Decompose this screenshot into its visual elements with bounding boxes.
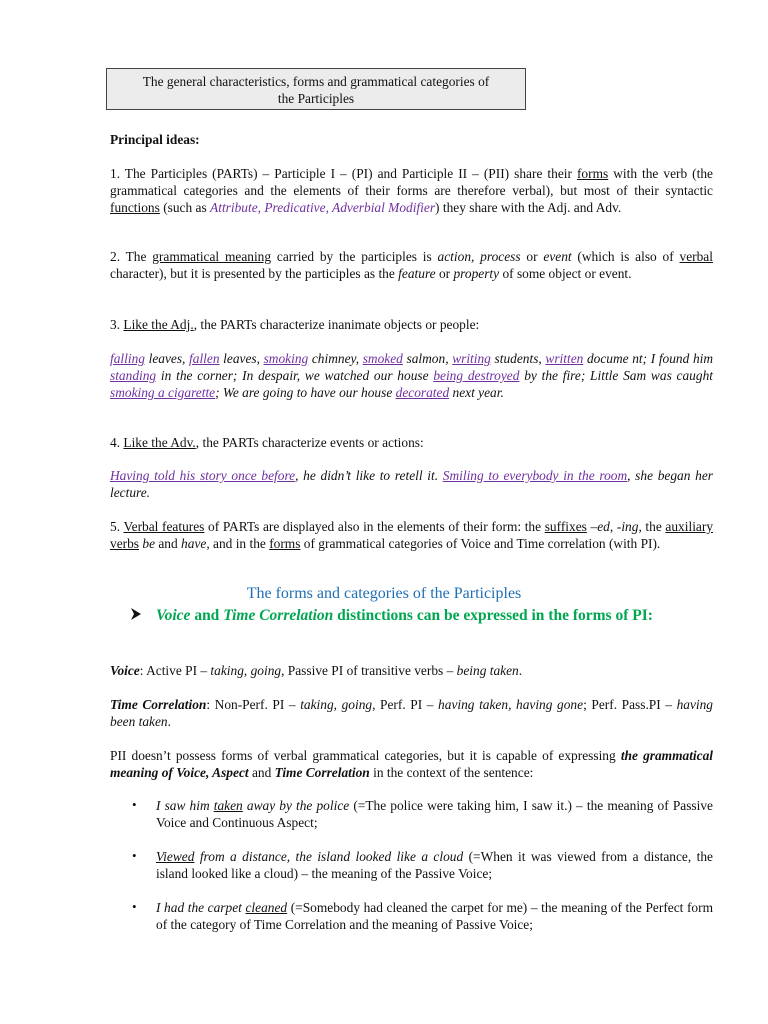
bullet-item-2 bbox=[156, 848, 713, 882]
p5-be: be bbox=[142, 536, 156, 551]
title-line-2: the Participles bbox=[277, 91, 355, 106]
voice-line bbox=[110, 662, 713, 679]
p1-text-b: with the verb (the grammatical categories and the elements of their forms are therefore verbal), but most of their syntactic bbox=[110, 166, 714, 198]
bullet-rest: (=Somebody had cleaned the carpet for me) – the meaning of the Perfect form of the category of Time Correlation and the meaning of Passive Voice; bbox=[156, 900, 714, 932]
example-text: leaves, bbox=[144, 351, 190, 366]
p1-functions: functions bbox=[110, 200, 160, 215]
p2-italic-2: event bbox=[543, 249, 572, 264]
p5-verbal-features: Verbal features bbox=[123, 519, 205, 534]
p2-text-c: or bbox=[520, 249, 544, 264]
example-text: , he didn’t like to retell it. bbox=[295, 468, 443, 483]
bullet-italic: away by the police bbox=[242, 798, 350, 813]
bullet-italic: I saw him bbox=[156, 798, 214, 813]
example-phrase: Having told his story once before bbox=[110, 468, 296, 483]
voice-text-a: : Active PI – bbox=[139, 663, 211, 678]
p5-auxiliary-verbs: auxiliary verbs bbox=[110, 519, 714, 551]
tc-text-d: . bbox=[167, 714, 171, 729]
time-correlation-line bbox=[110, 696, 713, 730]
tc-text-a: : Non-Perf. PI – bbox=[206, 697, 301, 712]
arrow-voice: Voice bbox=[156, 607, 191, 624]
principal-ideas-heading: Principal ideas: bbox=[110, 132, 200, 147]
p5-text-g: , and in the bbox=[206, 536, 270, 551]
p5-text-a: of PARTs are displayed also in the elements of their form: the bbox=[204, 519, 545, 534]
p2-italic-4: property bbox=[453, 266, 500, 281]
arrow-list-item bbox=[132, 606, 714, 625]
p2-text-a: 2. The bbox=[110, 249, 153, 264]
example-text: leaves, bbox=[219, 351, 264, 366]
pii-text-e: in the context of the sentence: bbox=[369, 765, 534, 780]
pii-bold-1: the grammatical meaning of Voice, Aspect bbox=[110, 748, 714, 780]
paragraph-2 bbox=[110, 248, 713, 282]
examples-adv bbox=[110, 467, 713, 501]
bullet-underlined: cleaned bbox=[245, 900, 288, 915]
example-phrase: Smiling to everybody in the room bbox=[442, 468, 628, 483]
tc-italic-2: having taken, having gone bbox=[438, 697, 584, 712]
arrow-bullet-icon bbox=[130, 607, 142, 626]
example-word: falling bbox=[110, 351, 145, 366]
p3-text: , the PARTs characterize inanimate objects or people: bbox=[193, 317, 480, 332]
example-word: written bbox=[545, 351, 584, 366]
pii-bold-2: Time Correlation bbox=[274, 765, 370, 780]
example-text: in the corner; In despair, we watched our house bbox=[156, 368, 434, 383]
p1-text-d: ) they share with the Adj. and Adv. bbox=[435, 200, 622, 215]
bullet-rest: (=When it was viewed from a distance, the island looked like a cloud) – the meaning of the Passive Voice; bbox=[156, 849, 713, 881]
p4-like-adv: Like the Adv. bbox=[123, 435, 196, 450]
tc-italic-1: taking, going bbox=[300, 697, 373, 712]
p2-grammatical-meaning: grammatical meaning bbox=[152, 249, 272, 264]
example-word: smoked bbox=[362, 351, 403, 366]
p4-text: , the PARTs characterize events or actions: bbox=[195, 435, 424, 450]
p5-text-d: , the bbox=[638, 519, 666, 534]
voice-text-c: . bbox=[518, 663, 523, 678]
arrow-rest: distinctions can be expressed in the forms of PI: bbox=[333, 607, 653, 624]
bullet-dot-icon: • bbox=[132, 848, 137, 863]
section-heading: The forms and categories of the Participles bbox=[246, 585, 522, 602]
p1-examples: Attribute, Predicative, Adverbial Modifier bbox=[210, 200, 436, 215]
voice-text-b: , Passive PI of transitive verbs – bbox=[281, 663, 457, 678]
paragraph-1 bbox=[110, 165, 713, 216]
bullet-underlined: taken bbox=[213, 798, 243, 813]
example-text: docume nt; I found him bbox=[583, 351, 714, 366]
tc-text-b: , Perf. PI – bbox=[372, 697, 439, 712]
p5-have: have bbox=[181, 536, 207, 551]
p2-text-g: of some object or event. bbox=[499, 266, 632, 281]
p2-text-f: or bbox=[435, 266, 454, 281]
arrow-and: and bbox=[190, 607, 224, 624]
tc-label: Time Correlation bbox=[110, 697, 207, 712]
p3-number: 3. bbox=[110, 317, 124, 332]
p3-like-adj: Like the Adj. bbox=[123, 317, 194, 332]
p5-text-c: , - bbox=[609, 519, 622, 534]
p2-text-b: carried by the participles is bbox=[271, 249, 438, 264]
example-word: decorated bbox=[395, 385, 450, 400]
pii-paragraph bbox=[110, 747, 713, 781]
p1-text-c: (such as bbox=[159, 200, 211, 215]
paragraph-3 bbox=[110, 316, 713, 333]
bullet-item-3 bbox=[156, 899, 713, 933]
p1-forms: forms bbox=[576, 166, 609, 181]
example-text: chimney, bbox=[308, 351, 363, 366]
pii-text-a: PII doesn’t possess forms of verbal grammatical categories, but it is capable of expressing bbox=[110, 748, 621, 763]
p5-ed: ed bbox=[597, 519, 610, 534]
voice-italic-2: being taken bbox=[456, 663, 519, 678]
example-word: smoking a cigarette bbox=[110, 385, 216, 400]
arrow-item-text bbox=[132, 606, 714, 625]
p5-number: 5. bbox=[110, 519, 124, 534]
example-word: fallen bbox=[189, 351, 220, 366]
example-text: next year. bbox=[449, 385, 504, 400]
bullet-item-1 bbox=[156, 797, 713, 831]
paragraph-5 bbox=[110, 518, 713, 552]
p2-italic-1: action, process bbox=[437, 249, 521, 264]
paragraph-4 bbox=[110, 434, 713, 451]
example-text: , she began her lecture. bbox=[110, 468, 713, 500]
voice-italic-1: taking, going bbox=[210, 663, 282, 678]
p2-italic-3: feature bbox=[398, 266, 436, 281]
example-word: smoking bbox=[263, 351, 309, 366]
example-word: being destroyed bbox=[433, 368, 520, 383]
document-title-box bbox=[106, 68, 526, 110]
bullet-rest: (=The police were taking him, I saw it.) – the meaning of Passive Voice and Continuous Aspect; bbox=[156, 798, 713, 830]
example-word: writing bbox=[452, 351, 491, 366]
p2-verbal: verbal bbox=[679, 249, 713, 264]
tc-text-c: ; Perf. Pass.PI – bbox=[583, 697, 677, 712]
title-line-1: The general characteristics, forms and grammatical categories of bbox=[142, 74, 490, 89]
tc-italic-3: having been taken bbox=[110, 697, 714, 729]
arrow-time-correlation: Time Correlation bbox=[223, 607, 334, 624]
example-text: students, bbox=[490, 351, 546, 366]
p1-text-a: 1. The Participles (PARTs) – Participle I – (PI) and Participle II – (PII) share their bbox=[110, 166, 577, 181]
bullet-italic: I had the carpet bbox=[156, 900, 246, 915]
p2-text-d: (which is also of bbox=[571, 249, 680, 264]
p5-forms: forms bbox=[269, 536, 301, 551]
example-text: salmon, bbox=[402, 351, 453, 366]
example-word: standing bbox=[110, 368, 157, 383]
p4-number: 4. bbox=[110, 435, 124, 450]
p5-text-b: – bbox=[586, 519, 598, 534]
p5-ing: ing bbox=[621, 519, 639, 534]
example-text: ; We are going to have our house bbox=[215, 385, 396, 400]
bullet-dot-icon: • bbox=[132, 899, 137, 914]
examples-adj bbox=[110, 350, 713, 401]
voice-label: Voice bbox=[110, 663, 140, 678]
bullet-dot-icon: • bbox=[132, 797, 137, 812]
p2-text-e: character), but it is presented by the participles as the bbox=[110, 266, 399, 281]
p5-text-h: of grammatical categories of Voice and Time correlation (with PI). bbox=[300, 536, 661, 551]
pii-text-c: and bbox=[248, 765, 275, 780]
example-text: by the fire; Little Sam was caught bbox=[519, 368, 713, 383]
bullet-underlined: Viewed bbox=[156, 849, 195, 864]
bullet-italic: from a distance, the island looked like a cloud bbox=[194, 849, 464, 864]
p5-suffixes: suffixes bbox=[544, 519, 587, 534]
p5-text-f: and bbox=[155, 536, 182, 551]
